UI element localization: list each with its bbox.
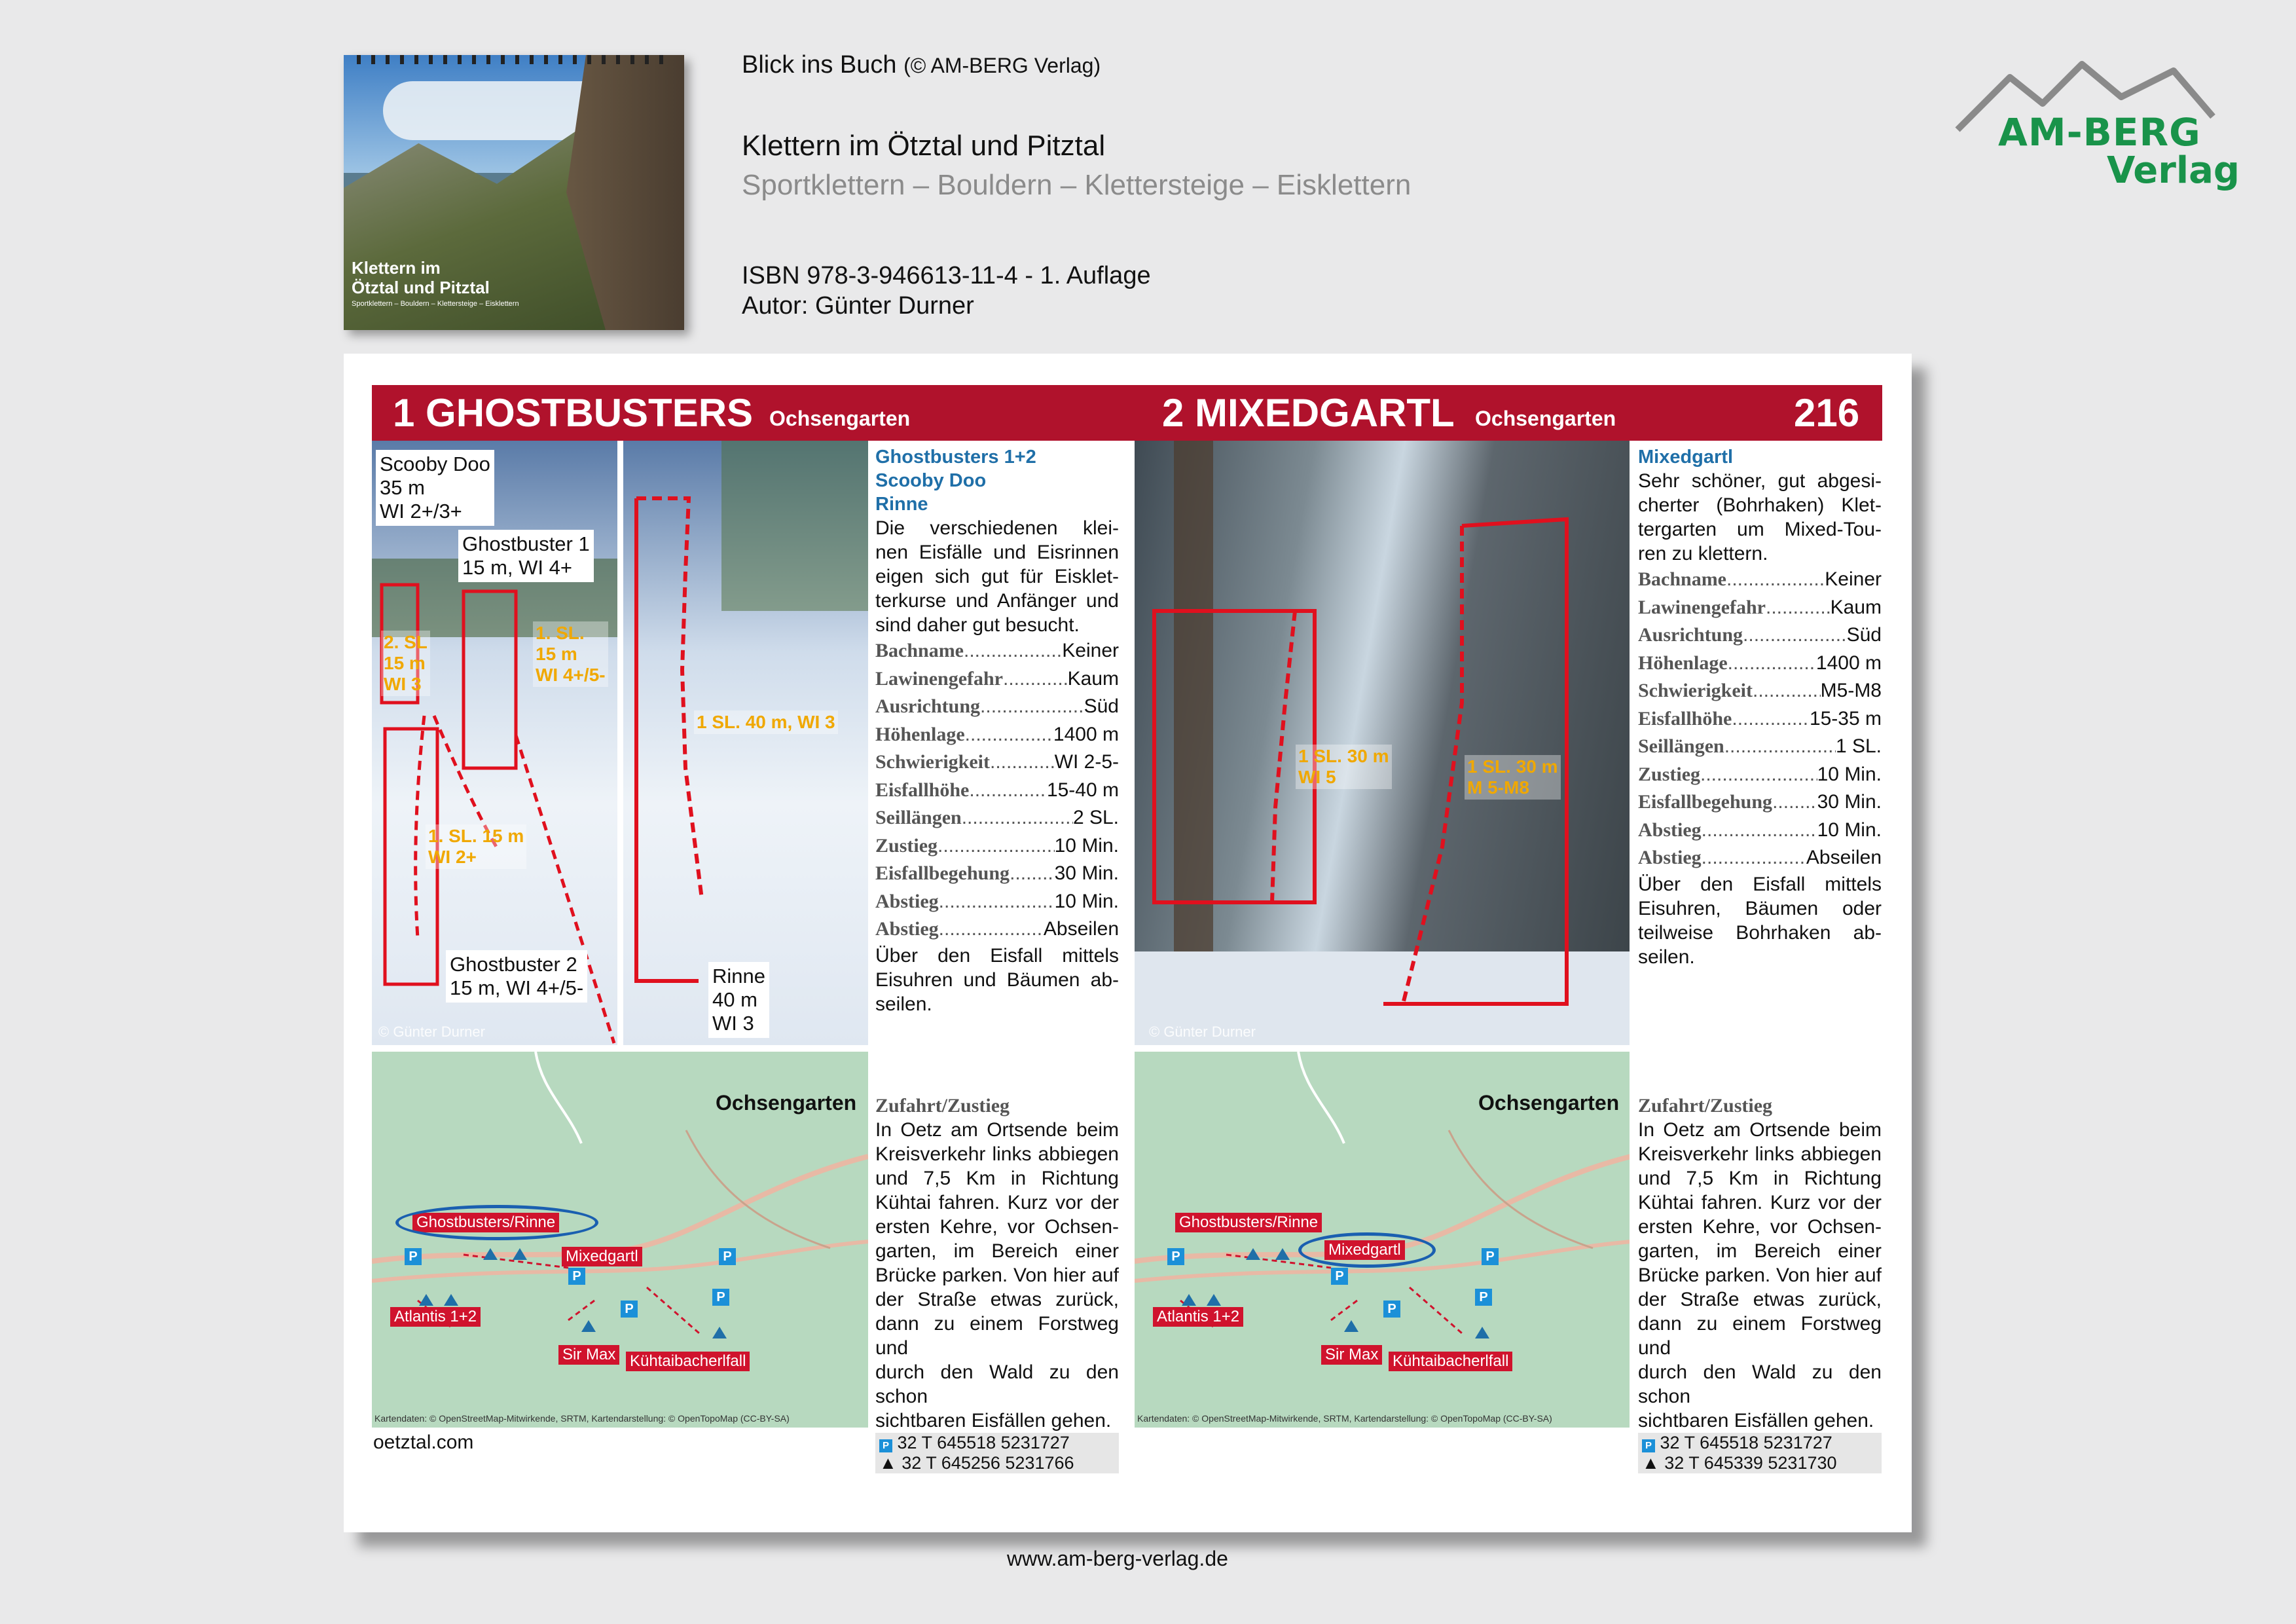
fact-leader [939, 915, 1044, 944]
fact-row [875, 860, 1119, 888]
pitch-label-m5: 1 SL. 30 m M 5-M8 [1465, 755, 1561, 800]
fact-value: 10 Min. [1817, 763, 1882, 785]
mountain-icon [419, 1294, 433, 1306]
fact-row [875, 693, 1119, 721]
map-tag-ghostbusters: Ghostbusters/Rinne [412, 1213, 559, 1232]
access-line: Brücke parken. Von hier auf [875, 1264, 1119, 1286]
facts-table [875, 637, 1119, 944]
fact-key: Seillängen [875, 807, 962, 828]
author: Autor: Günter Durner [742, 292, 974, 320]
pitch-label-rinne: 1 SL. 40 m, WI 3 [694, 710, 838, 734]
photo-rinne [623, 441, 868, 1045]
label-ghostbuster2: Ghostbuster 2 15 m, WI 4+/5- [446, 950, 587, 1003]
fact-leader [1766, 594, 1831, 622]
access-line: ersten Kehre, vor Ochsen- [1638, 1216, 1882, 1238]
access-line: durch den Wald zu den schon [1638, 1361, 1882, 1407]
map-right [1135, 1052, 1630, 1428]
fact-value: WI 2-5- [1054, 751, 1119, 773]
fact-row [1638, 621, 1882, 650]
route-description: Sehr schöner, gut abgesi- cherter (Bohrhaken) Klet- tergarten um Mixed-Tou- ren zu klettern. [1638, 470, 1882, 564]
map-tag-sirmax: Sir Max [1321, 1345, 1382, 1365]
mountain-icon [513, 1248, 527, 1260]
fact-value: 1400 m [1815, 652, 1882, 674]
right-route-area: Ochsengarten [1475, 407, 1616, 430]
fact-value: 2 SL. [1072, 807, 1119, 828]
access-line: ersten Kehre, vor Ochsen- [875, 1216, 1119, 1238]
pitch-label-3: 1. SL. 15 m WI 2+ [426, 824, 526, 869]
fact-leader [1700, 761, 1817, 789]
fact-key: Lawinengefahr [875, 667, 1003, 690]
label-ghostbuster1: Ghostbuster 1 15 m, WI 4+ [458, 530, 594, 582]
blick-heading: Blick ins Buch (© AM-BERG Verlag) [742, 51, 1101, 79]
access-line: durch den Wald zu den schon [875, 1361, 1119, 1407]
fact-key: Eisfallhöhe [875, 779, 970, 801]
fact-value: Kaum [1830, 596, 1882, 618]
fact-value: 1400 m [1053, 723, 1119, 745]
map-credit: Kartendaten: © OpenStreetMap-Mitwirkende, SRTM, Kartendarstellung: © OpenTopoMap (CC-BY-SA) [1137, 1413, 1552, 1424]
fact-value: 15-40 m [1046, 779, 1119, 801]
label-scooby: Scooby Doo 35 m WI 2+/3+ [376, 450, 494, 526]
access-title: Zufahrt/Zustieg [1638, 1095, 1773, 1116]
map-tag-kuehtai: Kühtaibacherlfall [1389, 1352, 1512, 1371]
descent-description: Über den Eisfall mittels Eisuhren und Bäumen ab- seilen. [875, 944, 1119, 1015]
access-line: Kühtai fahren. Kurz vor der [875, 1192, 1119, 1213]
fact-key: Höhenlage [1638, 652, 1728, 674]
access-text [1638, 1118, 1882, 1433]
parking-icon: P [1383, 1301, 1400, 1318]
fact-row [1638, 844, 1882, 872]
access-line: Kreisverkehr links abbiegen [875, 1143, 1119, 1165]
map-credit: Kartendaten: © OpenStreetMap-Mitwirkende, SRTM, Kartendarstellung: © OpenTopoMap (CC-BY-SA) [374, 1413, 790, 1424]
fact-row [1638, 677, 1882, 705]
website-link[interactable]: www.am-berg-verlag.de [1007, 1547, 1228, 1570]
fact-leader [1724, 733, 1836, 761]
map-title: Ochsengarten [716, 1091, 857, 1115]
fact-leader [965, 721, 1053, 749]
mountain-icon [1182, 1294, 1196, 1306]
isbn: ISBN 978-3-946613-11-4 - 1. Auflage [742, 262, 1151, 289]
access-line: sichtbaren Eisfällen gehen. [1638, 1410, 1874, 1431]
fact-row [1638, 817, 1882, 845]
parking-icon: P [719, 1248, 736, 1265]
fact-leader [1732, 705, 1810, 733]
access-line: In Oetz am Ortsende beim [875, 1119, 1119, 1141]
pitch-label-1: 2. SL 15 m WI 3 [381, 631, 430, 696]
parking-icon: P [568, 1268, 585, 1285]
fact-value: Süd [1846, 624, 1882, 646]
fact-leader [1003, 665, 1068, 693]
fact-leader [990, 748, 1055, 777]
parking-icon: P [1642, 1439, 1655, 1452]
fact-leader [980, 693, 1084, 721]
access-line: und 7,5 Km in Richtung [875, 1168, 1119, 1189]
route-description: Die verschiedenen klei- nen Eisfälle und Eisrinnen eigen sich gut für Eisklet- terkurse und Anfänger und sind daher gut besucht. [875, 517, 1119, 636]
mountain-icon [1344, 1320, 1358, 1332]
mountain-icon [1207, 1294, 1221, 1306]
fact-value: 10 Min. [1054, 890, 1119, 912]
access-line: sichtbaren Eisfällen gehen. [875, 1410, 1112, 1431]
page-number: 216 [1794, 391, 1860, 435]
fact-key: Abstieg [875, 890, 939, 912]
access-right [1638, 1094, 1882, 1473]
access-line: Kühtai fahren. Kurz vor der [1638, 1192, 1882, 1213]
fact-row [875, 915, 1119, 944]
logo-subtext: Verlag [2107, 149, 2240, 192]
fact-value: Süd [1084, 695, 1119, 717]
map-tag-ghostbusters: Ghostbusters/Rinne [1175, 1213, 1322, 1232]
fact-value: 30 Min. [1817, 791, 1882, 813]
highlight-ring [1298, 1232, 1436, 1268]
parking-icon: P [1331, 1268, 1348, 1285]
fact-key: Abstieg [1638, 819, 1702, 841]
fact-key: Bachname [1638, 568, 1726, 590]
route-name-1: Ghostbusters 1+2 [875, 447, 1036, 468]
book-title: Klettern im Ötztal und Pitztal [742, 130, 1106, 162]
coord-icefall: ▲ 32 T 645256 5231766 [875, 1453, 1119, 1473]
fact-value: 15-35 m [1809, 707, 1882, 729]
fact-leader [1702, 817, 1817, 845]
left-info-column [875, 445, 1119, 1016]
access-line: Brücke parken. Von hier auf [1638, 1264, 1882, 1286]
mountain-icon [483, 1248, 498, 1260]
access-left [875, 1094, 1119, 1473]
fact-row [1638, 650, 1882, 678]
parking-icon: P [1482, 1248, 1499, 1265]
fact-row [875, 665, 1119, 693]
fact-row [875, 888, 1119, 916]
fact-row [875, 777, 1119, 805]
fact-value: Abseilen [1043, 918, 1119, 940]
fact-leader [964, 637, 1062, 665]
parking-icon: P [1475, 1289, 1492, 1306]
coord-icefall: ▲ 32 T 645339 5231730 [1638, 1453, 1882, 1473]
fact-row [875, 748, 1119, 777]
fact-key: Zustieg [1638, 763, 1701, 785]
map-tag-sirmax: Sir Max [558, 1345, 619, 1365]
fact-leader [1010, 860, 1055, 888]
fact-leader [1772, 788, 1817, 817]
left-route-title: 1 GHOSTBUSTERS [393, 391, 754, 435]
fact-row [1638, 761, 1882, 789]
logo-text: AM-BERG [1998, 110, 2201, 155]
access-line: Kreisverkehr links abbiegen [1638, 1143, 1882, 1165]
access-line: In Oetz am Ortsende beim [1638, 1119, 1882, 1141]
mountain-icon [712, 1327, 727, 1338]
map-tag-atlantis: Atlantis 1+2 [390, 1307, 481, 1327]
fact-value: Abseilen [1806, 847, 1882, 868]
fact-row [875, 637, 1119, 665]
mountain-icon [581, 1320, 596, 1332]
route-name-3: Rinne [875, 494, 928, 515]
fact-leader [1753, 677, 1821, 705]
access-line: garten, im Bereich einer [1638, 1240, 1882, 1262]
map-left [372, 1052, 868, 1428]
mountain-icon [1275, 1248, 1290, 1260]
photo-ghostbusters [372, 441, 617, 1045]
fact-leader [939, 888, 1055, 916]
fact-value: 10 Min. [1817, 819, 1882, 841]
fact-leader [1726, 566, 1825, 594]
left-route-area: Ochsengarten [769, 407, 911, 430]
mountain-icon [1246, 1248, 1260, 1260]
fact-value: Keiner [1062, 640, 1119, 661]
map-tag-mixedgartl: Mixedgartl [1324, 1240, 1405, 1260]
fact-key: Zustieg [875, 834, 938, 857]
mountain-icon [444, 1294, 458, 1306]
access-line: dann zu einem Forstweg und [875, 1313, 1119, 1359]
fact-key: Eisfallbegehung [875, 862, 1010, 884]
parking-icon: P [879, 1439, 892, 1452]
label-rinne: Rinne 40 m WI 3 [708, 962, 769, 1038]
access-line: garten, im Bereich einer [875, 1240, 1119, 1262]
fact-leader [1702, 844, 1806, 872]
fact-key: Bachname [875, 640, 964, 661]
access-line: der Straße etwas zurück, [1638, 1289, 1882, 1310]
parking-icon: P [712, 1289, 729, 1306]
access-line: und 7,5 Km in Richtung [1638, 1168, 1882, 1189]
book-subtitle: Sportklettern – Bouldern – Klettersteige – Eisklettern [742, 169, 1412, 201]
fact-value: 1 SL. [1835, 735, 1882, 757]
fact-value: 10 Min. [1054, 834, 1119, 857]
map-tag-mixedgartl: Mixedgartl [562, 1247, 642, 1266]
photo-credit: © Günter Durner [378, 1024, 485, 1040]
pitch-label-2: 1. SL. 15 m WI 4+/5- [533, 621, 608, 687]
book-cover [344, 55, 684, 330]
fact-row [1638, 566, 1882, 594]
fact-key: Seillängen [1638, 735, 1724, 757]
mountain-icon: ▲ [1642, 1453, 1660, 1473]
access-title: Zufahrt/Zustieg [875, 1095, 1010, 1116]
fact-row [1638, 733, 1882, 761]
fact-leader [1743, 621, 1847, 650]
fact-leader [938, 832, 1055, 860]
fact-key: Abstieg [1638, 847, 1702, 868]
fact-row [875, 721, 1119, 749]
fact-key: Höhenlage [875, 723, 965, 745]
right-route-title: 2 MIXEDGARTL [1162, 391, 1455, 435]
spiral-binding [357, 55, 671, 64]
fact-key: Schwierigkeit [1638, 680, 1753, 701]
fact-value: Keiner [1825, 568, 1882, 590]
photo-mixedgartl [1135, 441, 1630, 1045]
parking-icon: P [621, 1301, 638, 1318]
fact-key: Abstieg [875, 918, 939, 940]
photo-credit: © Günter Durner [1149, 1024, 1256, 1040]
fact-row [1638, 594, 1882, 622]
parking-icon: P [405, 1248, 422, 1265]
map-tag-atlantis: Atlantis 1+2 [1153, 1307, 1243, 1327]
highlight-ring [395, 1205, 598, 1240]
access-text [875, 1118, 1119, 1433]
parking-icon: P [1167, 1248, 1184, 1265]
fact-key: Schwierigkeit [875, 751, 990, 773]
coord-parking: P 32 T 645518 5231727 [1638, 1433, 1882, 1453]
map-tag-kuehtai: Kühtaibacherlfall [626, 1352, 750, 1371]
fact-key: Lawinengefahr [1638, 596, 1766, 618]
coord-parking: P 32 T 645518 5231727 [875, 1433, 1119, 1453]
cover-title: Klettern im Ötztal und Pitztal [352, 258, 490, 297]
fact-row [875, 832, 1119, 860]
fact-row [1638, 705, 1882, 733]
right-info-column [1638, 445, 1882, 969]
route-name-2: Scooby Doo [875, 470, 987, 491]
facts-table [1638, 566, 1882, 872]
route-name-mixedgartl: Mixedgartl [1638, 447, 1734, 468]
mountain-icon [1475, 1327, 1489, 1338]
fact-key: Ausrichtung [875, 695, 981, 717]
fact-row [1638, 788, 1882, 817]
map-title: Ochsengarten [1478, 1091, 1620, 1115]
fact-row [875, 804, 1119, 832]
access-line: der Straße etwas zurück, [875, 1289, 1119, 1310]
fact-value: Kaum [1067, 667, 1119, 690]
descent-description: Über den Eisfall mittels Eisuhren, Bäumen oder teilweise Bohrhaken ab- seilen. [1638, 873, 1882, 968]
fact-leader [969, 777, 1047, 805]
access-line: dann zu einem Forstweg und [1638, 1313, 1882, 1359]
fact-key: Eisfallhöhe [1638, 707, 1732, 729]
fact-key: Ausrichtung [1638, 624, 1743, 646]
cover-subtitle: Sportklettern – Bouldern – Klettersteige – Eisklettern [352, 300, 519, 308]
pitch-label-wi5: 1 SL. 30 m WI 5 [1296, 745, 1392, 789]
mountain-icon: ▲ [879, 1453, 897, 1473]
fact-value: M5-M8 [1820, 680, 1882, 701]
fact-value: 30 Min. [1054, 862, 1119, 884]
fact-leader [1728, 650, 1816, 678]
fact-key: Eisfallbegehung [1638, 791, 1773, 813]
source-note: oetztal.com [373, 1431, 474, 1453]
fact-leader [962, 804, 1073, 832]
